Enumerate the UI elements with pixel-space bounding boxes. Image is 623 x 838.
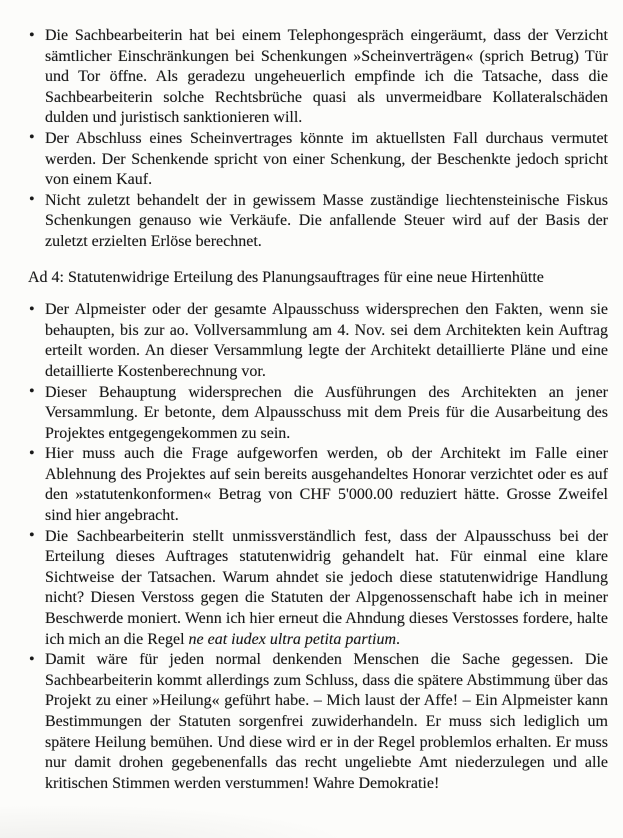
- list-item: [28, 650, 608, 794]
- section-heading: Ad 4: Statutenwidrige Erteilung des Planungsauftrages für eine neue Hirtenhütte: [28, 268, 544, 286]
- bullet-icon: •: [29, 383, 35, 400]
- list-item-text: .: [396, 630, 401, 648]
- bullet-icon: •: [29, 444, 35, 462]
- list-item-text: Dieser Behauptung widersprechen die Ausführungen des Architekten an jener Versammlung. Er betonte, dem Alpausschuss mit dem Preis für die Ausarbeitung des Projektes entgegengekommen zu sein.: [45, 383, 608, 442]
- list-item: [28, 383, 608, 445]
- list-item: [28, 444, 608, 526]
- bullet-icon: •: [29, 191, 35, 209]
- bullet-icon: •: [29, 650, 35, 668]
- bullet-icon: •: [29, 129, 35, 147]
- list-item: [28, 129, 608, 191]
- list-item-text: Die Sachbearbeiterin stellt unmissverständlich fest, dass der Alpausschuss bei der Erteilung dieses Auftrages statutenwidrig gehandelt hat. Für einmal eine klare Sichtweise der Tatsachen. Warum ahndet sie jedoch diese statutenwidrige Handlung nicht? Diesen Verstoss gegen die Statuten der Alpgenossenschaft habe ich in meiner Beschwerde moniert. Wenn ich hier erneut die Ahndung dieses Verstosses fordere, halte ich mich an die Regel: [45, 527, 608, 648]
- list-item-text: Die Sachbearbeiterin hat bei einem Telephongespräch eingeräumt, dass der Verzicht sämtlicher Einschränkungen bei Schenkungen »Scheinverträgen« (sprich Betrug) Tür und Tor öffne. Als geradezu ungeheuerlich empfinde ich die Tatsache, dass die Sachbearbeiterin solche Rechtsbrüche quasi als unvermeidbare Kollateralschäden dulden und juristisch sanktionieren will.: [45, 27, 608, 127]
- list-item: [28, 191, 608, 253]
- bullet-icon: •: [29, 26, 35, 44]
- bullet-icon: •: [29, 527, 35, 545]
- list-item: [28, 26, 608, 129]
- list-item-text: Der Alpmeister oder der gesamte Alpausschuss widersprechen den Fakten, wenn sie behaupten, bis zur ao. Vollversammlung am 4. Nov. sei dem Architekten kein Auftrag erteilt worden. An dieser Versammlung legte der Architekt detaillierte Pläne und eine detaillierte Kostenberechnung vor.: [45, 301, 608, 380]
- list-item-text-italic: ne eat iudex ultra petita partium: [188, 630, 397, 648]
- bullet-list-ad4: [28, 300, 608, 794]
- list-item-text: Nicht zuletzt behandelt der in gewissem Masse zuständige liechtensteinische Fiskus Schenkungen genauso wie Verkäufe. Die anfallende Steuer wird auf der Basis der zuletzt erzielten Erlöse berechnet.: [45, 191, 608, 250]
- bullet-list-top: [28, 26, 608, 253]
- list-item-text: Hier muss auch die Frage aufgeworfen werden, ob der Architekt im Falle einer Ablehnung des Projektes auf sein bereits ausgehandeltes Honorar verzichtet oder es auf den »statutenkonformen« Betrag von CHF 5'000.00 reduziert hätte. Grosse Zweifel sind hier angebracht.: [45, 445, 608, 525]
- bullet-icon: •: [29, 300, 35, 318]
- list-item-text: Damit wäre für jeden normal denkenden Menschen die Sache gegessen. Die Sachbearbeiterin kommt allerdings zum Schluss, dass die spätere Abstimmung über das Projekt zu einer »Heilung« geführt habe. – Mich laust der Affe! – Ein Alpmeister kann Bestimmungen der Statuten sorgenfrei zuwiderhandeln. Er muss sich lediglich um spätere Heilung bemühen. Und diese wird er in der Regel problemlos erhalten. Er muss nur damit drohen gegebenenfalls das recht ungeliebte Amt niederzulegen und alle kritischen Stimmen werden verstummen! Wahre Demokratie!: [45, 651, 608, 792]
- list-item: [28, 300, 608, 382]
- list-item: [28, 527, 608, 651]
- list-item-text: Der Abschluss eines Scheinvertrages könnte im aktuellsten Fall durchaus vermutet werden. Der Schenkende spricht von einer Schenkung, der Beschenkte jedoch spricht von einem Kauf.: [45, 129, 608, 189]
